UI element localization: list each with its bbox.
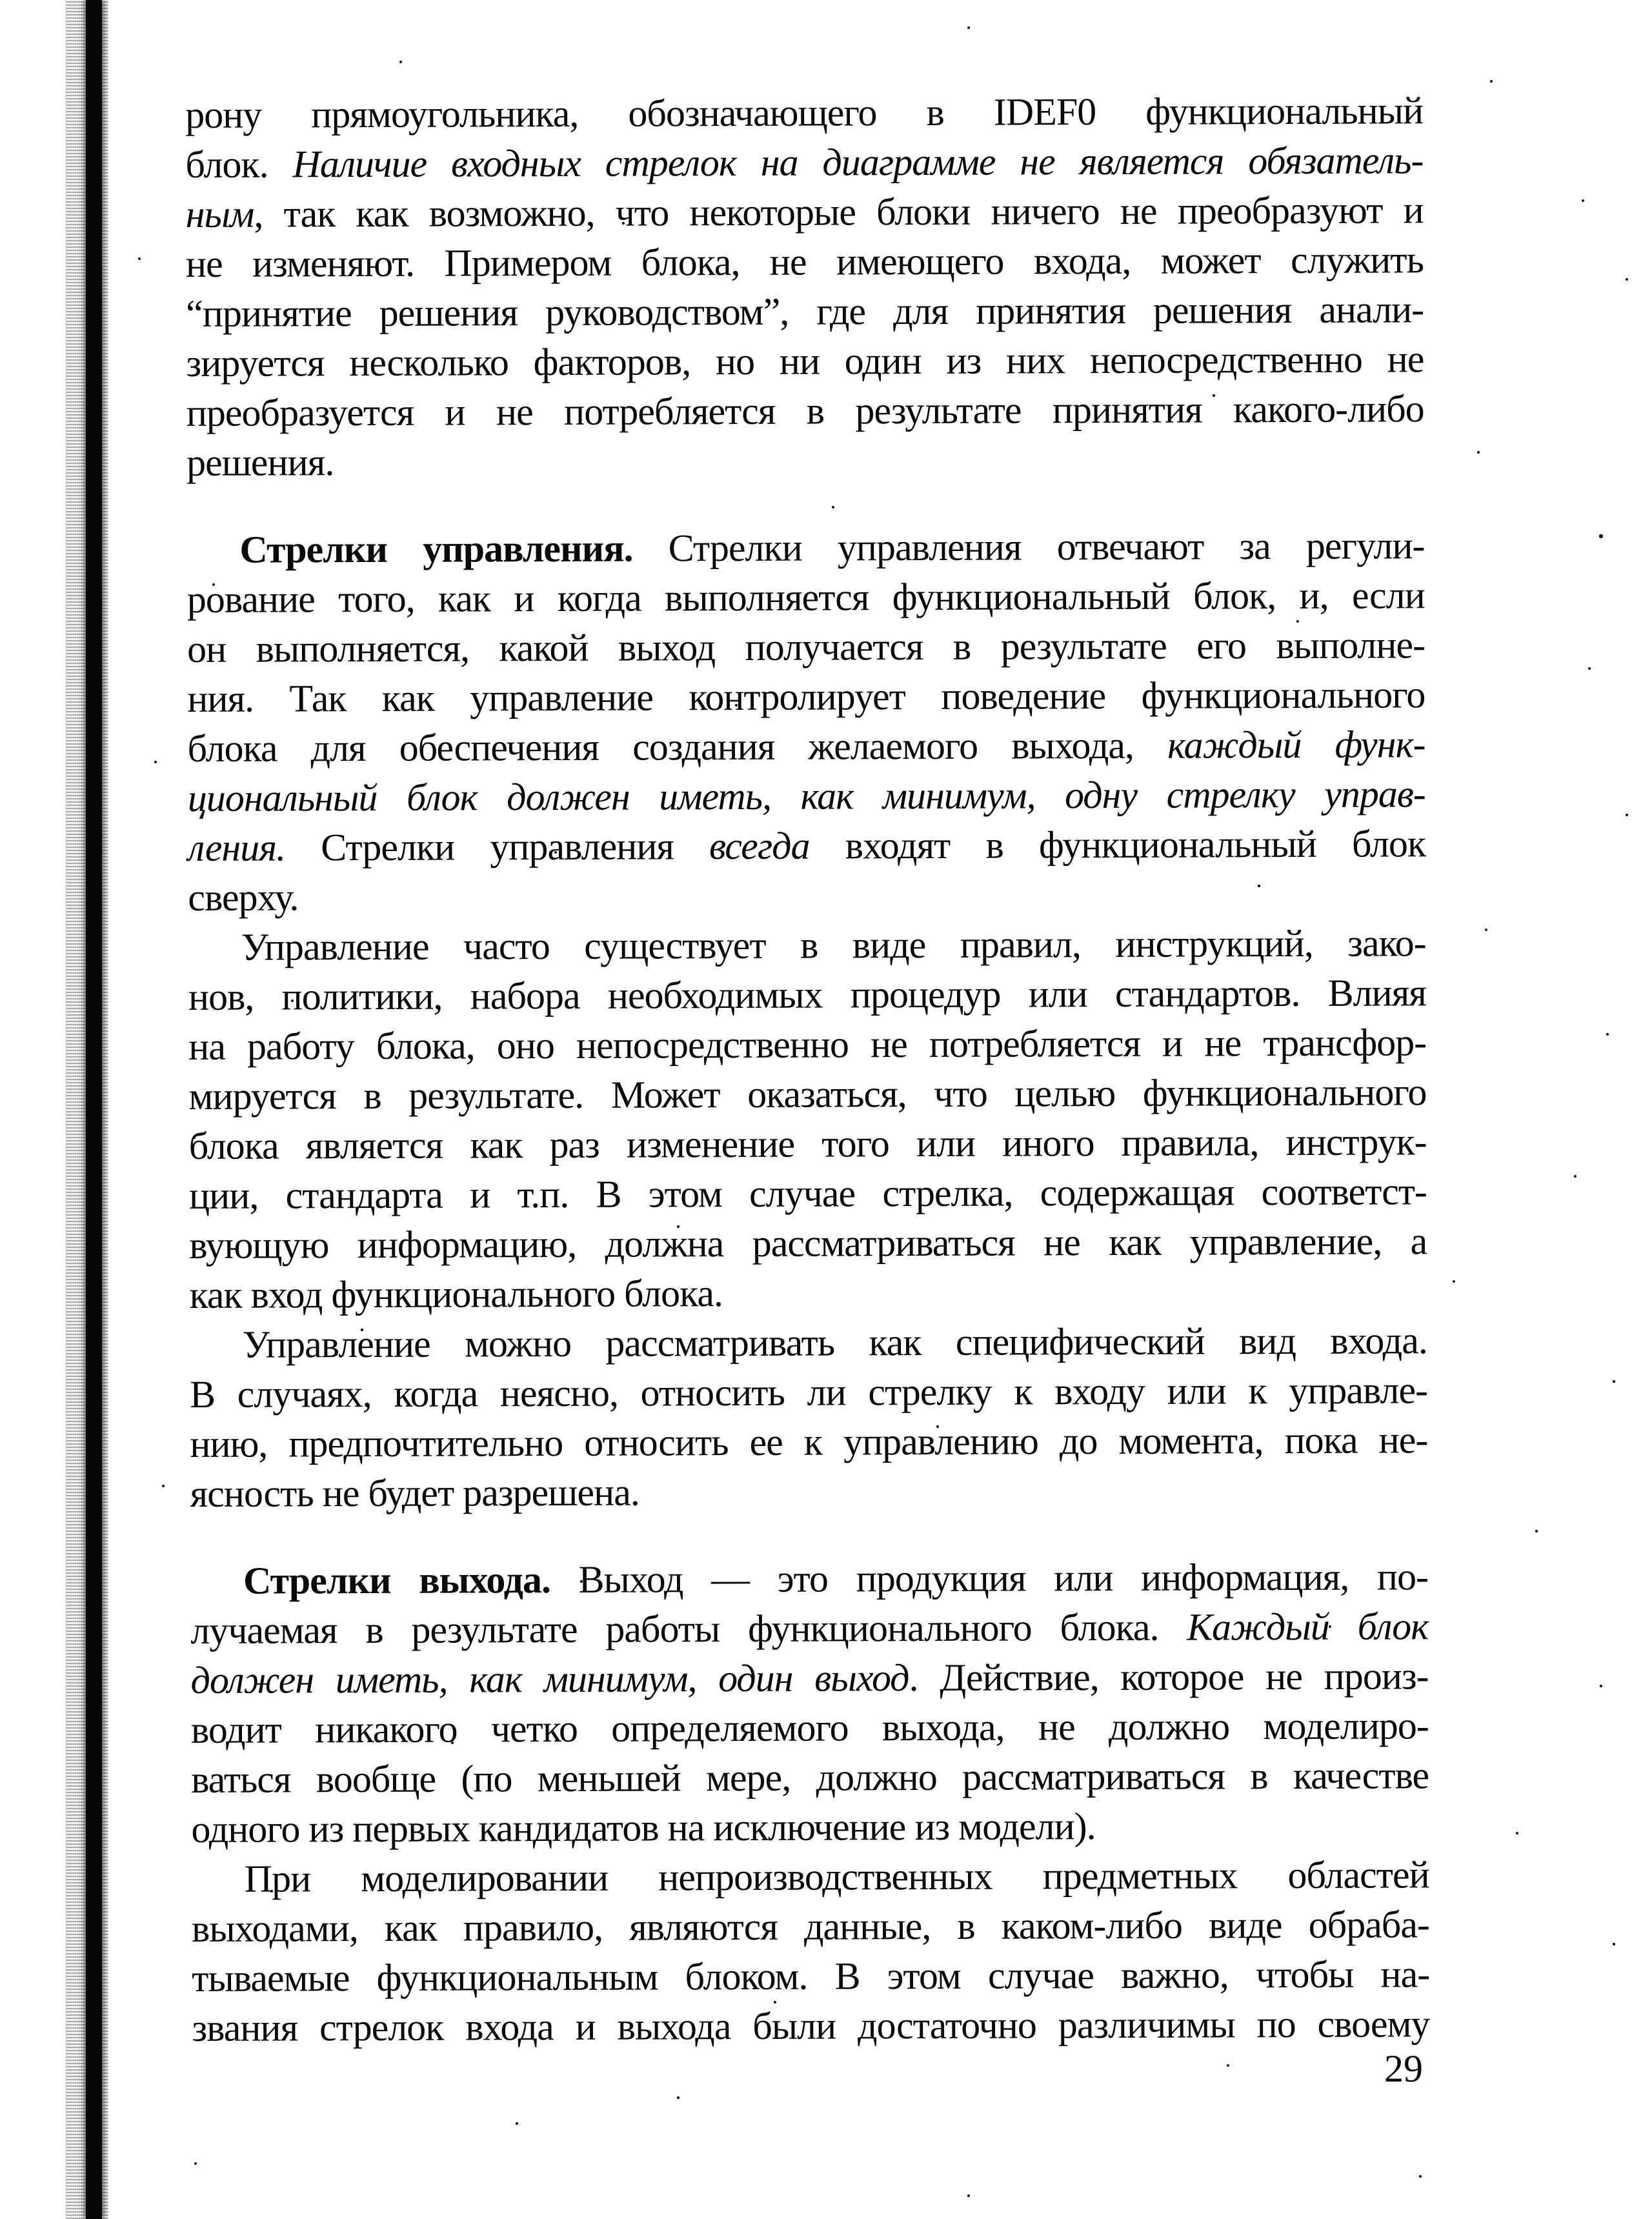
text-run: . Действие, которое не произ- [909, 1654, 1429, 1700]
text-run: ния. Так как управление контролирует поведение функционального [187, 673, 1425, 720]
paragraph [185, 86, 1424, 488]
scan-noise-speckles [0, 0, 1, 1]
text-line [188, 1067, 1426, 1121]
text-line [192, 1999, 1429, 2053]
paragraph [190, 1552, 1429, 1854]
text-run: тываемые функциональным блоком. В этом случае важно, чтобы на- [192, 1953, 1430, 2000]
text-run: Стрелки управления отвечают за регули- [632, 524, 1425, 570]
text-line [190, 1601, 1428, 1656]
text-line [187, 719, 1425, 774]
text-line [188, 1018, 1426, 1072]
text-run: на работу блока, оно непосредственно не потребляется и не трансфор- [188, 1021, 1427, 1068]
text-run: ции, стандарта и т.п. В этом случае стрелка, содержащая соответст- [188, 1170, 1427, 1217]
text-run: сверху. [188, 876, 299, 919]
text-run: одного из первых кандидатов на исключение из модели). [191, 1805, 1096, 1851]
text-line [191, 1701, 1429, 1755]
text-line [188, 968, 1426, 1022]
text-line [192, 1850, 1429, 1904]
text-run: Наличие входных стрелок на диаграмме не является обязатель- [292, 139, 1424, 186]
text-run: В случаях, когда неясно, относить ли стрелку к входу или к управле- [189, 1369, 1428, 1416]
text-run: водит никакого четко определяемого выхода, не должно моделиро- [190, 1704, 1429, 1751]
text-run: мируется в результате. Может оказаться, что целью функционального [188, 1070, 1427, 1118]
text-run: рование того, как и когда выполняется функциональный блок, и, если [186, 574, 1425, 621]
text-line [188, 869, 1425, 923]
text-line [188, 819, 1425, 873]
text-run: блока является как раз изменение того или иного правила, инструк- [188, 1120, 1427, 1167]
text-line [190, 1552, 1428, 1606]
text-run: блока для обеспечения создания желаемого выхода, [187, 723, 1168, 770]
paragraph [188, 918, 1427, 1320]
text-line [186, 285, 1424, 339]
text-line [190, 1316, 1427, 1370]
text-line [189, 1266, 1427, 1320]
text-line [190, 1651, 1428, 1705]
text-run: должен иметь, как минимум, один выход [190, 1656, 909, 1702]
text-line [191, 1751, 1429, 1805]
text-run: Стрелки управления [285, 825, 710, 869]
text-run: При моделировании непроизводственных предметных областей [244, 1853, 1429, 1900]
text-run: Выход — это продукция или информация, по- [550, 1555, 1429, 1601]
paragraph [186, 521, 1425, 923]
text-run: Управление часто существует в виде правил, инструкций, зако- [241, 921, 1426, 969]
text-run: ления. [187, 826, 286, 869]
text-run: выходами, как правило, являются данные, в каком-либо виде обраба- [191, 1903, 1430, 1950]
text-line [187, 570, 1425, 625]
text-block [185, 86, 1430, 2053]
text-run: Стрелки управления. [239, 527, 633, 571]
text-line [186, 334, 1424, 388]
paragraph [190, 1316, 1428, 1519]
text-line [191, 1800, 1429, 1854]
text-run: циональный блок должен иметь, как минимум, одну стрелку управ- [187, 772, 1425, 819]
text-run: зируется несколько факторов, но ни один из них непосредственно не [186, 337, 1424, 385]
text-line [185, 86, 1423, 140]
text-line [186, 434, 1424, 488]
text-run: рону прямоугольника, обозначающего в IDEF0 функциональный [185, 89, 1424, 136]
text-line [189, 1216, 1427, 1270]
text-line [188, 918, 1426, 972]
page-number: 29 [1384, 2047, 1423, 2090]
text-line [189, 1117, 1427, 1171]
text-line [188, 769, 1425, 823]
text-line [186, 235, 1424, 289]
text-line [187, 620, 1425, 674]
text-run: он выполняется, какой выход получается в результате его выполне- [186, 623, 1425, 670]
text-line [190, 1465, 1427, 1519]
text-run: Стрелки выхода. [243, 1558, 551, 1602]
text-line [186, 521, 1424, 575]
text-run: входят в функциональный блок [809, 822, 1426, 867]
text-run: каждый функ- [1167, 723, 1425, 767]
text-run: нию, предпочтительно относить ее к управлению до момента, пока не- [190, 1418, 1428, 1465]
text-run: Управление можно рассматривать как специфический вид входа. [242, 1319, 1427, 1366]
text-line [189, 1167, 1427, 1221]
text-run: нов, политики, набора необходимых процедур или стандартов. Влияя [188, 971, 1427, 1018]
text-line [192, 1949, 1429, 2003]
text-run: решения. [186, 441, 334, 484]
text-run: преобразуется и не потребляется в результате принятия какого-либо [186, 387, 1424, 434]
book-spine-shadow [86, 0, 102, 2219]
text-line [190, 1365, 1427, 1420]
text-line [187, 670, 1425, 724]
text-run: , так как возможно, что некоторые блоки ничего не преобразуют и [254, 188, 1424, 236]
text-run: блок. [185, 143, 293, 186]
text-run: всегда [709, 824, 810, 868]
text-run: ным [185, 192, 254, 236]
text-run: звания стрелок входа и выхода были достаточно различимы по своему [192, 2002, 1430, 2049]
text-line [190, 1415, 1427, 1469]
text-line [186, 185, 1424, 239]
paragraph [192, 1850, 1430, 2053]
text-run: как вход функционального блока. [189, 1272, 723, 1316]
text-run: “принятие решения руководством”, где для принятия решения анали- [186, 288, 1424, 335]
text-run: ясность не будет разрешена. [190, 1471, 640, 1515]
text-line [185, 136, 1423, 190]
text-run: не изменяют. Примером блока, не имеющего входа, может служить [185, 238, 1424, 285]
text-line [192, 1900, 1429, 1954]
text-run: лучаемая в результате работы функционального блока. [190, 1605, 1187, 1652]
text-run: ваться вообще (по меньшей мере, должно рассматриваться в качестве [191, 1754, 1429, 1801]
text-line [186, 384, 1424, 438]
text-run: вующую информацию, должна рассматриваться не как управление, а [189, 1220, 1427, 1267]
text-run: Каждый блок [1187, 1605, 1429, 1649]
